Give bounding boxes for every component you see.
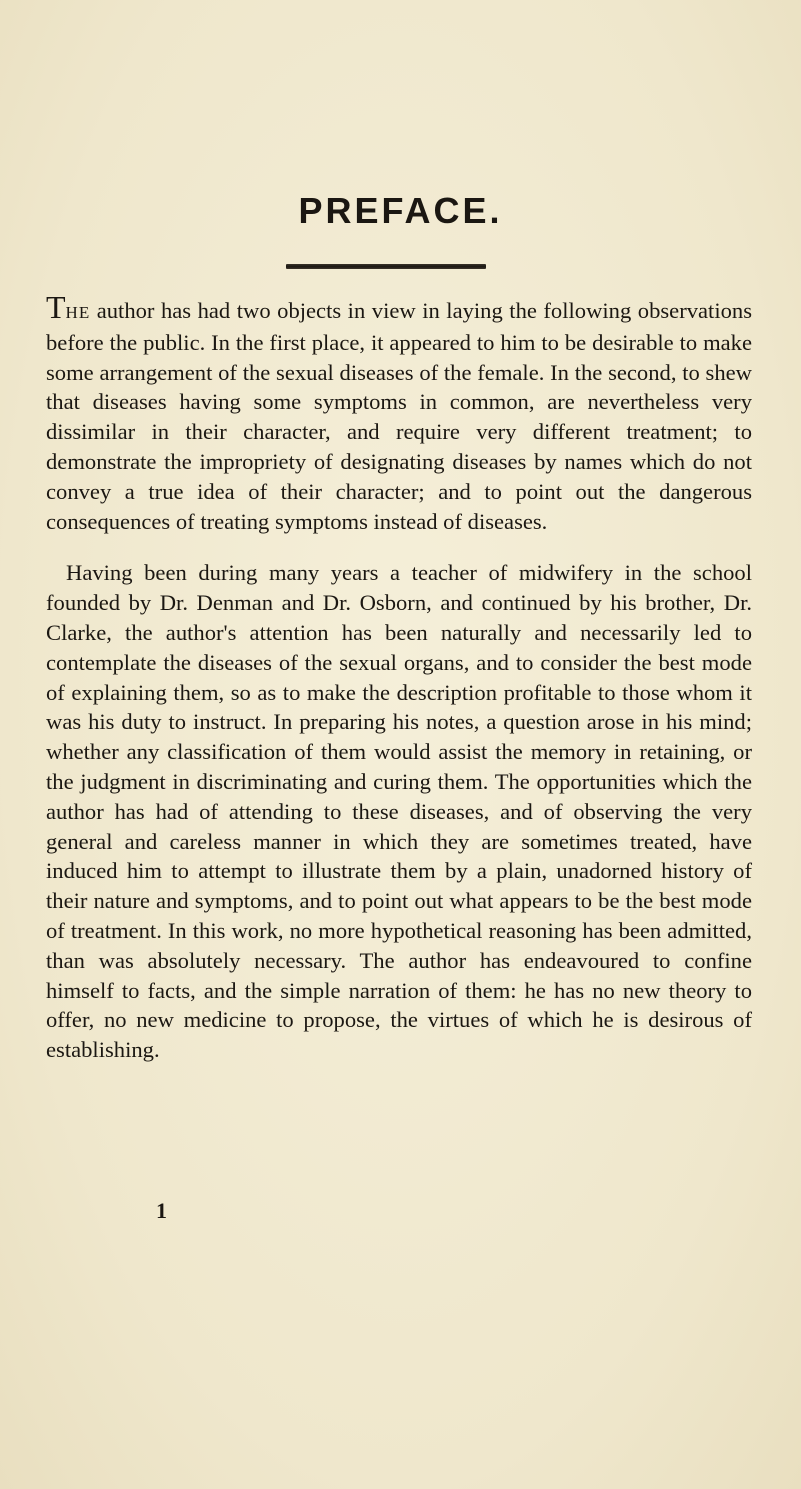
preface-body <box>46 289 752 1065</box>
paragraph-first <box>46 289 752 536</box>
title-rule <box>286 264 486 269</box>
initial-smallcaps: HE <box>65 303 91 322</box>
signature-mark: 1 <box>156 1198 167 1223</box>
page-title: PREFACE. <box>298 190 503 231</box>
paragraph-second-text: Having been during many years a teacher of midwifery in the school founded by Dr. Denman and Dr. Osborn, and continued by his brother, Dr. Clarke, the author's attention has been naturally and necessarily led to contemplate the diseases of the sexual organs, and to consider the best mode of explaining them, so as to make the description profitable to those whom it was his duty to instruct. In preparing his notes, a question arose in his mind; whether any classification of them would assist the memory in retaining, or the judgment in discriminating and curing them. The opportunities which the author has had of attending to these diseases, and of observing the very general and careless manner in which they are sometimes treated, have induced him to attempt to illustrate them by a plain, unadorned history of their nature and symptoms, and to point out what appears to be the best mode of treatment. In this work, no more hypothetical reasoning has been admitted, than was absolutely necessary. The author has endeavoured to confine himself to facts, and the simple narration of them: he has no new theory to offer, no new medicine to propose, the virtues of which he is desirous of establishing. <box>46 560 752 1063</box>
paragraph-first-text: author has had two objects in view in laying the following observations before the public. In the first place, it appeared to him to be desirable to make some arrangement of the sexual diseases of the female. In the second, to shew that diseases having some symptoms in common, are nevertheless very dissimilar in their character, and require very different treatment; to demonstrate the impropriety of designating diseases by names which do not convey a true idea of their character; and to point out the dangerous consequences of treating symptoms instead of diseases. <box>46 298 752 534</box>
paragraph-second <box>46 558 752 1065</box>
initial-letter: T <box>46 289 66 325</box>
